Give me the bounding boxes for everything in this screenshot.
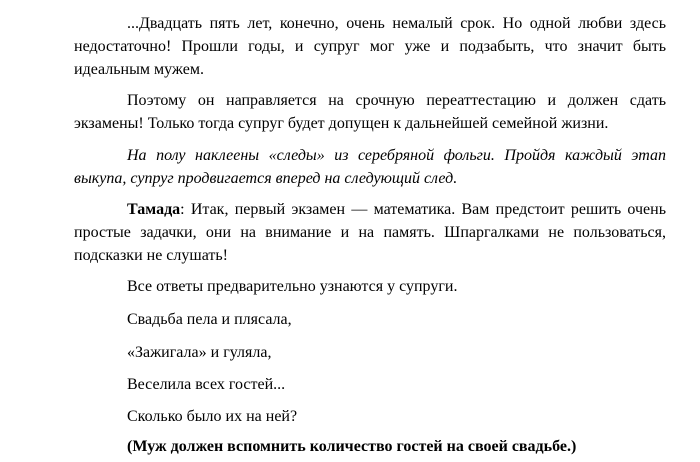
poem-line-4: Сколько было их на ней? bbox=[127, 408, 298, 425]
poem-line-1: Свадьба пела и плясала, bbox=[127, 311, 292, 328]
speaker-name: Тамада bbox=[127, 201, 181, 218]
paragraph-reattestation: Поэтому он направляется на срочную переаттестацию и должен сдать экзамены! Только тогда супруг будет допущен к дальнейшей семейной жизни. bbox=[74, 92, 666, 132]
paragraph-stage-direction: На полу наклеены «следы» из серебряной фольги. Пройдя каждый этап выкупа, супруг продвигается вперед на следующий след. bbox=[74, 147, 666, 187]
paragraph-toastmaster bbox=[74, 198, 666, 267]
speaker-text: : Итак, первый экзамен — математика. Вам предстоит решить очень простые задачки, они на внимание и на память. Шпаргалками не пользоваться, подсказки не слушать! bbox=[74, 201, 666, 264]
answer-instruction: (Муж должен вспомнить количество гостей на своей свадьбе.) bbox=[127, 438, 577, 455]
line-answers-note: Все ответы предварительно узнаются у супруги. bbox=[127, 278, 458, 295]
poem-line-2: «Зажигала» и гуляла, bbox=[127, 344, 272, 361]
poem-line-3: Веселила всех гостей... bbox=[127, 376, 286, 393]
paragraph-intro: ...Двадцать пять лет, конечно, очень немалый срок. Но одной любви здесь недостаточно! Прошли годы, и супруг мог уже и подзабыть, что значит быть идеальным мужем. bbox=[74, 15, 666, 78]
